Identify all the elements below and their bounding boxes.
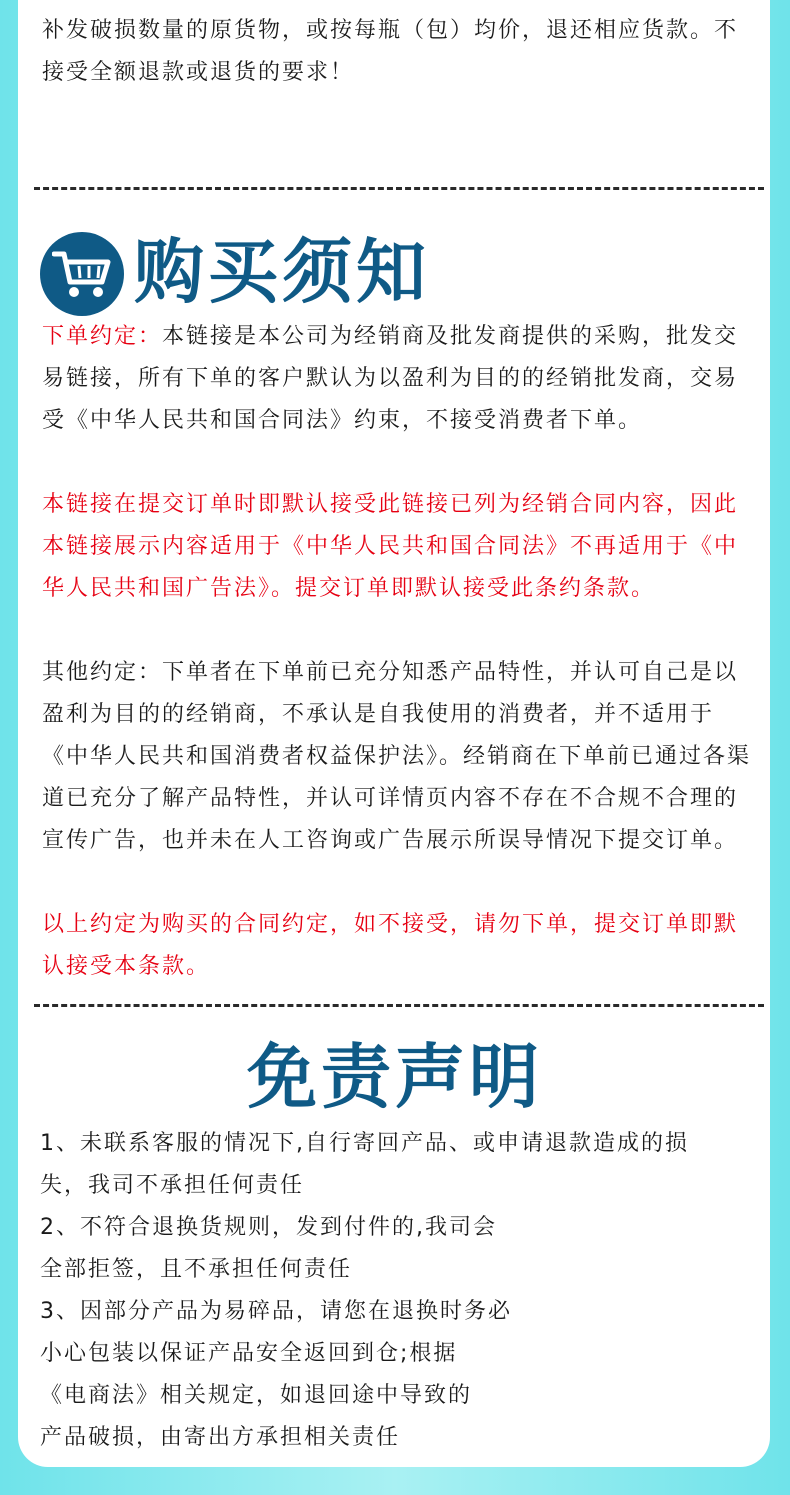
disclaimer-line: 《电商法》相关规定，如退回途中导致的 <box>40 1383 473 1408</box>
divider <box>34 1004 764 1007</box>
disclaimer-title: 免责声明 <box>247 1036 543 1118</box>
disclaimer-line: 3、因部分产品为易碎品，请您在退换时务必 <box>40 1299 512 1324</box>
disclaimer-line: 失，我司不承担任何责任 <box>40 1173 305 1198</box>
purchase-notice-title: 购买须知 <box>134 231 430 313</box>
disclaimer-line: 1、未联系客服的情况下,自行寄回产品、或申请退款造成的损 <box>40 1131 689 1156</box>
contract-notice-paragraph: 本链接在提交订单时即默认接受此链接已列为经销合同内容，因此本链接展示内容适用于《中华人民共和国合同法》不再适用于《中华人民共和国广告法》。提交订单即默认接受此条约条款。 <box>42 492 739 601</box>
top-text-line2: 接受全额退款或退货的要求！ <box>42 60 355 85</box>
shopping-cart-icon <box>40 232 124 316</box>
top-text-line1: 补发破损数量的原货物，或按每瓶（包）均价，退还相应货款。不 <box>42 18 739 43</box>
other-agreement-paragraph: 其他约定：下单者在下单前已充分知悉产品特性，并认可自己是以盈利为目的的经销商，不承认是自我使用的消费者，并不适用于《中华人民共和国消费者权益保护法》。经销商在下单前已通过各渠道已充分了解产品特性，并认可详情页内容不存在不合规不合理的宣传广告，也并未在人工咨询或广告展示所误导情况下提交订单。 <box>42 660 752 853</box>
disclaimer-line: 2、不符合退换货规则，发到付件的,我司会 <box>40 1215 497 1240</box>
disclaimer-line: 全部拒签，且不承担任何责任 <box>40 1257 353 1282</box>
order-agreement-text: 本链接是本公司为经销商及批发商提供的采购，批发交易链接，所有下单的客户默认为以盈利为目的的经销批发商，交易受《中华人民共和国合同法》约束，不接受消费者下单。 <box>42 324 739 433</box>
order-agreement-label: 下单约定： <box>42 324 163 349</box>
disclaimer-line: 产品破损，由寄出方承担相关责任 <box>40 1425 401 1450</box>
divider <box>34 187 764 190</box>
order-agreement-paragraph <box>42 316 754 442</box>
final-agreement-paragraph: 以上约定为购买的合同约定，如不接受，请勿下单，提交订单即默认接受本条款。 <box>42 912 739 979</box>
disclaimer-line: 小心包装以保证产品安全返回到仓;根据 <box>40 1341 458 1366</box>
